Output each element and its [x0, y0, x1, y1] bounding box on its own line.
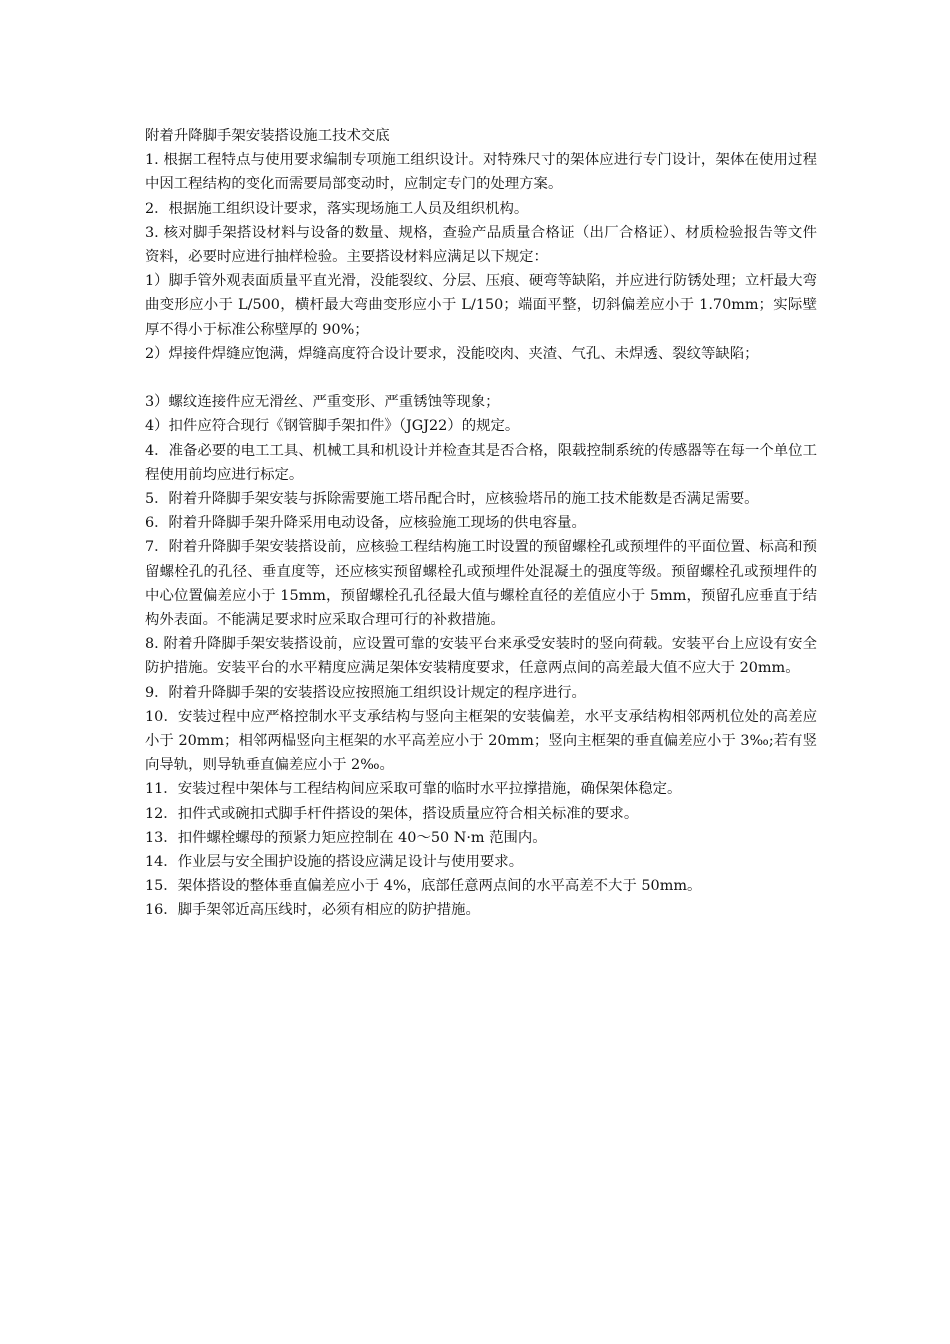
- paragraph-6: 6．附着升降脚手架升降采用电动设备，应核验施工现场的供电容量。: [145, 515, 586, 532]
- paragraph-3-item-2: 2）焊接件焊缝应饱满，焊缝高度符合设计要求，没能咬肉、夹渣、气孔、未焊透、裂纹等缺陷；: [145, 345, 759, 362]
- paragraph-3-item-4: 4）扣件应符合现行《钢管脚手架扣件》（JGJ22）的规定。: [145, 418, 520, 435]
- document-page: [145, 124, 817, 923]
- paragraph-12: 12．扣件式或碗扣式脚手杆件搭设的架体，搭设质量应符合相关标准的要求。: [145, 805, 639, 822]
- paragraph-3: 3. 核对脚手架搭设材料与设备的数量、规格，查验产品质量合格证（出厂合格证）、材质检验报告等文件资料，必要时应进行抽样检验。主要搭设材料应满足以下规定：: [145, 224, 817, 266]
- paragraph-3-item-1: 1）脚手管外观表面质量平直光滑，没能裂纹、分层、压痕、硬弯等缺陷，并应进行防锈处理；立杆最大弯曲变形应小于 L/500，横杆最大弯曲变形应小于 L/150；端面平整，切斜偏差应小于 1.70mm；实际壁厚不得小于标准公称壁厚的 90%；: [145, 273, 817, 338]
- paragraph-8: 8. 附着升降脚手架安装搭设前，应设置可靠的安装平台来承受安装时的竖向荷载。安装平台上应设有安全防护措施。安装平台的水平精度应满足架体安装精度要求，任意两点间的高差最大值不应大于 20mm。: [145, 636, 817, 677]
- paragraph-1: 1. 根据工程特点与使用要求编制专项施工组织设计。对特殊尺寸的架体应进行专门设计，架体在使用过程中因工程结构的变化而需要局部变动时，应制定专门的处理方案。: [145, 152, 817, 193]
- paragraph-13: 13．扣件螺栓螺母的预紧力矩应控制在 40～50 N·m 范围内。: [145, 829, 547, 846]
- paragraph-15: 15．架体搭设的整体垂直偏差应小于 4%，底部任意两点间的水平高差不大于 50mm。: [145, 878, 702, 895]
- document-title: 附着升降脚手架安装搭设施工技术交底: [145, 128, 390, 144]
- paragraph-9: 9．附着升降脚手架的安装搭设应按照施工组织设计规定的程序进行。: [145, 684, 586, 701]
- paragraph-3-item-3: 3）螺纹连接件应无滑丝、严重变形、严重锈蚀等现象；: [145, 394, 500, 411]
- paragraph-10: 10．安装过程中应严格控制水平支承结构与竖向主框架的安装偏差，水平支承结构相邻两机位处的高差应小于 20mm；相邻两榀竖向主框架的水平高差应小于 20mm；竖向主框架的垂直偏差应小于 3‰;若有竖向导轨，则导轨垂直偏差应小于 2‰。: [145, 708, 817, 774]
- paragraph-16: 16．脚手架邻近高压线时，必须有相应的防护措施。: [145, 902, 480, 919]
- paragraph-14: 14．作业层与安全围护设施的搭设应满足设计与使用要求。: [145, 854, 524, 871]
- blank-line: [145, 366, 817, 390]
- paragraph-11: 11．安装过程中架体与工程结构间应采取可靠的临时水平拉撑措施，确保架体稳定。: [145, 781, 682, 798]
- paragraph-4: 4．准备必要的电工工具、机械工具和机设计并检查其是否合格，限载控制系统的传感器等在每一个单位工程使用前均应进行标定。: [145, 442, 817, 483]
- paragraph-5: 5．附着升降脚手架安装与拆除需要施工塔吊配合时，应核验塔吊的施工技术能数是否满足需要。: [145, 491, 759, 508]
- paragraph-2: 2．根据施工组织设计要求，落实现场施工人员及组织机构。: [145, 200, 529, 217]
- paragraph-7: 7．附着升降脚手架安装搭设前，应核验工程结构施工时设置的预留螺栓孔或预埋件的平面位置、标高和预留螺栓孔的孔径、垂直度等，还应核实预留螺栓孔或预埋件处混凝土的强度等级。预留螺栓孔或预埋件的中心位置偏差应小于 15mm，预留螺栓孔孔径最大值与螺栓直径的差值应小于 5mm，预留孔应垂直于结构外表面。不能满足要求时应采取合理可行的补救措施。: [145, 539, 817, 629]
